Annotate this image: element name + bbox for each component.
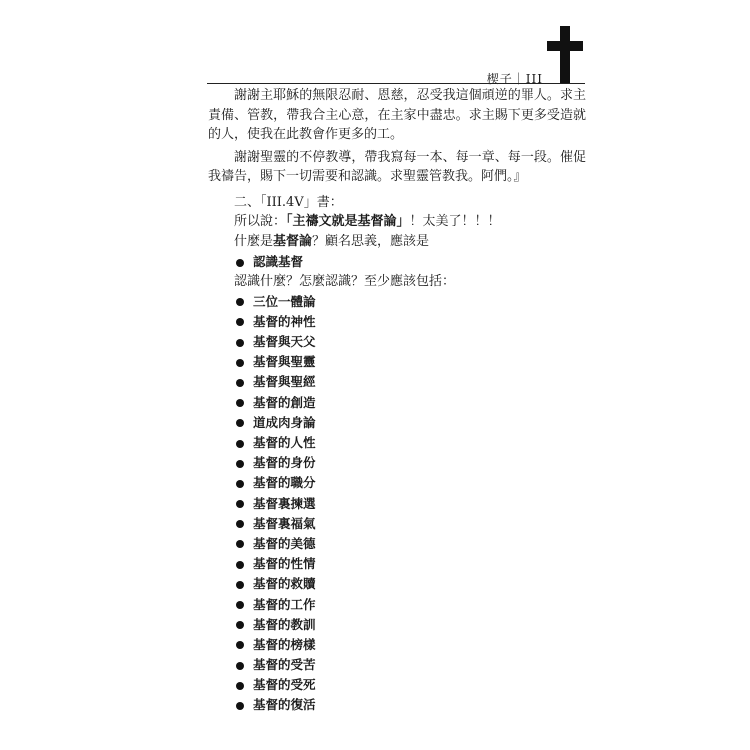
list-item	[208, 433, 586, 453]
bullet-icon	[236, 339, 244, 347]
bullet-icon	[236, 601, 244, 609]
list-item	[208, 312, 586, 332]
topic-label: 基督與天父	[253, 334, 316, 350]
line-so-suffix: ！太美了！！！	[409, 214, 501, 229]
bullet-icon	[236, 399, 244, 407]
list-item	[208, 635, 586, 655]
bullet-icon	[236, 641, 244, 649]
topic-label: 基督的榜樣	[253, 636, 316, 652]
line-so-bold: 「主禱文就是基督論」	[286, 214, 410, 229]
topic-label: 基督的創造	[253, 394, 316, 410]
cross-icon	[547, 26, 583, 84]
bullet-icon	[236, 520, 244, 528]
bullet-icon	[236, 500, 244, 508]
line-know-what: 認識什麼？怎麼認識？至少應該包括：	[234, 274, 456, 290]
topic-label: 三位一體論	[253, 293, 316, 309]
bullet-icon	[236, 359, 244, 367]
topic-label: 基督的人性	[253, 435, 316, 450]
paragraph-thanks-jesus: 謝謝主耶穌的無限忍耐、恩慈，忍受我這個頑逆的罪人。求主責備、管教，帶我合主心意，在主家中盡忠。求主賜下更多受造就的人，使我在此教會作更多的工。	[208, 88, 586, 142]
list-item	[208, 595, 586, 615]
page-body	[208, 86, 586, 716]
line-so-said	[208, 212, 586, 232]
bullet-icon	[236, 662, 244, 670]
list-item	[208, 554, 586, 574]
list-item	[208, 534, 586, 554]
bullet-icon	[236, 440, 244, 448]
header-rule	[207, 83, 585, 84]
topic-label: 基督的職分	[253, 475, 316, 491]
list-item	[208, 453, 586, 473]
bullet-icon	[236, 561, 244, 569]
running-header-title: 楔子｜III	[486, 72, 543, 86]
list-item	[208, 292, 586, 312]
topic-label: 基督的神性	[253, 313, 316, 329]
topic-label: 基督與聖靈	[253, 354, 316, 370]
bullet-icon	[236, 621, 244, 629]
topic-label: 基督裏揀選	[253, 495, 316, 511]
bullet-icon	[236, 460, 244, 468]
list-item	[208, 655, 586, 675]
topic-label: 基督的受苦	[253, 657, 316, 673]
bullet-icon	[236, 318, 244, 326]
list-item	[208, 352, 586, 372]
bullet-icon	[236, 682, 244, 690]
topic-label: 基督的美德	[253, 535, 316, 551]
list-item	[208, 514, 586, 534]
list-item	[208, 574, 586, 594]
topic-label: 道成肉身論	[253, 414, 316, 430]
topic-label: 基督的身份	[253, 455, 316, 471]
bullet-icon	[236, 298, 244, 306]
topic-list	[208, 292, 586, 716]
list-item	[208, 615, 586, 635]
topic-label: 基督的受死	[253, 677, 316, 693]
list-item	[208, 413, 586, 433]
line-what-prefix: 什麼是	[234, 233, 274, 249]
list-item	[208, 372, 586, 392]
topic-label: 基督的復活	[253, 697, 316, 713]
line-what-suffix: ？顧名思義，應該是	[312, 233, 430, 249]
line-what-bold: 基督論	[273, 233, 313, 249]
page-header	[207, 26, 583, 84]
bullet-icon	[236, 540, 244, 548]
topic-label: 基督的教訓	[253, 616, 316, 632]
topic-label: 基督的性情	[253, 556, 316, 572]
list-item	[208, 332, 586, 352]
paragraph-thanks-spirit: 謝謝聖靈的不停教導，帶我寫每一本、每一章、每一段。催促我禱告，賜下一切需要和認識。求聖靈管教我。阿們。』	[208, 149, 586, 184]
topic-label: 基督裏福氣	[253, 515, 316, 531]
bullet-icon	[236, 480, 244, 488]
bullet-icon	[236, 259, 244, 267]
topic-label: 基督的工作	[253, 596, 316, 612]
section-heading: 二、「III.4V」書：	[234, 194, 343, 210]
list-item	[208, 252, 586, 272]
topic-label: 基督與聖經	[253, 374, 316, 390]
topic-label: 基督的救贖	[253, 576, 316, 592]
list-item	[208, 695, 586, 715]
bullet-icon	[236, 702, 244, 710]
bullet-icon	[236, 581, 244, 589]
know-christ-label: 認識基督	[253, 254, 304, 269]
list-item	[208, 393, 586, 413]
bullet-icon	[236, 379, 244, 387]
list-item	[208, 473, 586, 493]
line-what-is	[208, 232, 586, 252]
line-so-prefix: 所以說：	[234, 214, 287, 229]
know-christ-list	[208, 252, 586, 272]
list-item	[208, 494, 586, 514]
list-item	[208, 675, 586, 695]
bullet-icon	[236, 419, 244, 427]
